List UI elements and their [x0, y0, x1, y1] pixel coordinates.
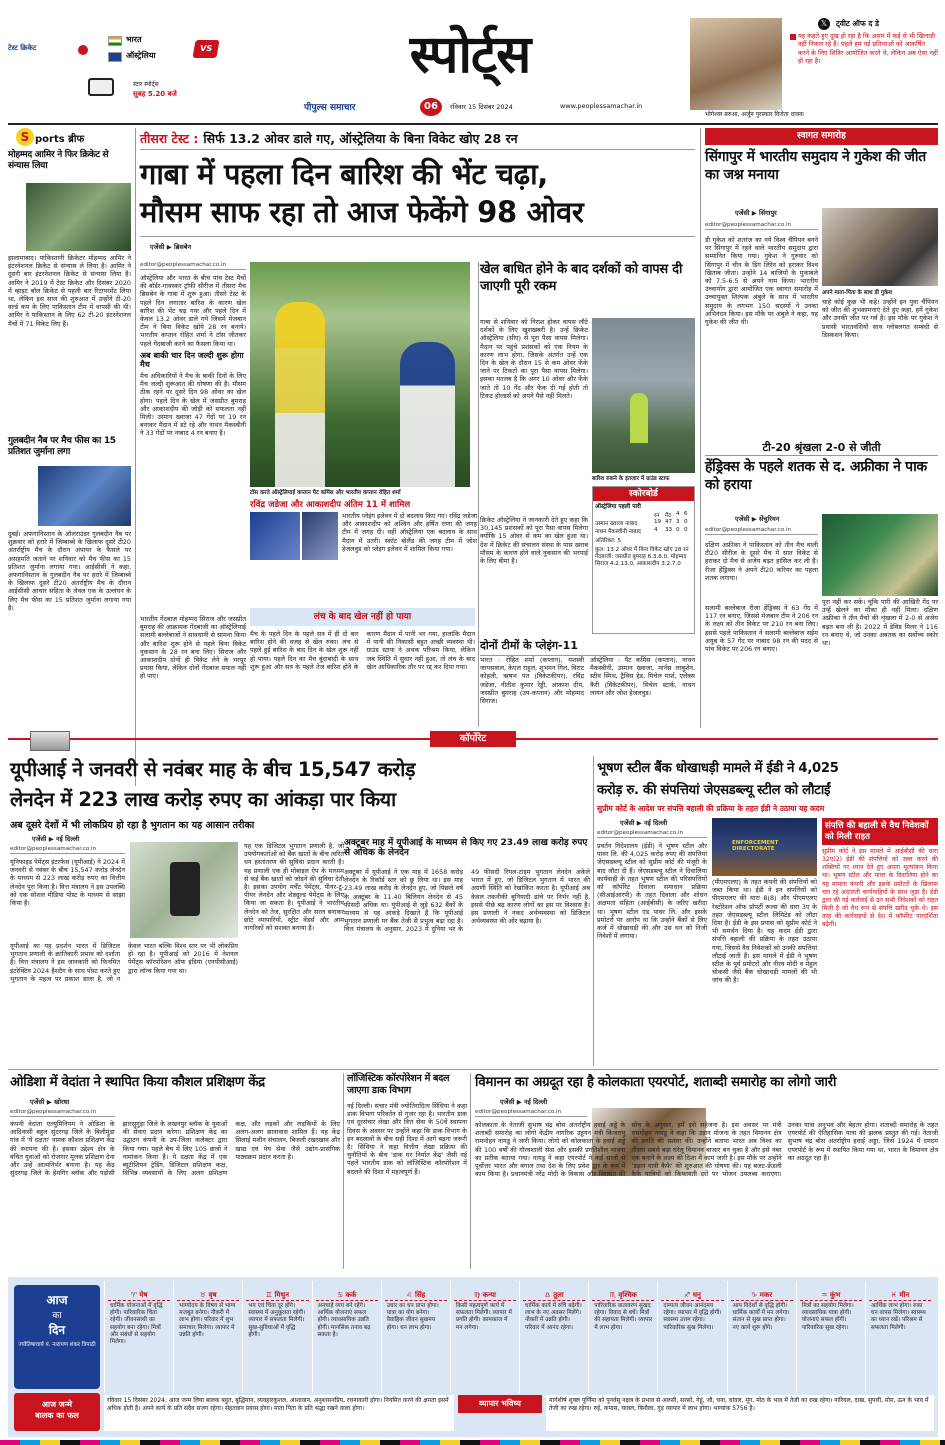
- groundsman-figure: [630, 393, 648, 443]
- trade-text: मार्गशीर्ष शुक्ल पूर्णिमा को पुनर्वसु नक्षत्र के प्रभाव से अलसी, सरसों, गेहूं, जौ, चना, चांवल, मूंग, मोठ के भाव में तेजी का रुख रहेगा। नारियल, दाख, सुपारी, मोम, ऊन के भाव में तेजी का रुख रहेगा। रुई, कपास, चावल, बिनौला, गुड़ व्यापार में लाभ होगा। भाग्यांक 5756 है।: [546, 1395, 934, 1431]
- scorecard-bowling: गेंदबाजी: जसप्रीत बुमराह 6.3.8.0, मोहम्मद सिराज 4.2.13.0, आकाशदीप 3.2.7.0: [595, 554, 687, 567]
- brief-logo-s: S: [16, 128, 34, 146]
- sign-text: धार्मिक योजनाओं में वृद्धि होगी। पारिवारिक चिंता रहेगी। जीवनसाथी का सहयोग बना रहेगा। मित्रों और संबंधों से सहयोग मिलेगा।: [110, 1303, 163, 1346]
- lead-kicker: [140, 128, 695, 150]
- lead-headline-1: गाबा में पहला दिन बारिश की भेंट चढ़ा,: [140, 157, 548, 191]
- born-label-2: बालक का फल: [35, 1411, 79, 1420]
- col-rule-1: [135, 128, 136, 786]
- col-runs: रन: [654, 513, 660, 519]
- lead-subhead-2: रविंद्र जडेजा और आकाशदीप अंतिम 11 में शामिल: [250, 500, 411, 510]
- phone-icon: [170, 862, 200, 916]
- lead-subhead-1: अब बाकी चार दिन जल्दी शुरू होगा मैच: [140, 350, 244, 369]
- scorecard-title: स्कोरबोर्ड: [593, 487, 694, 501]
- bhushan-sidebar: [822, 818, 938, 1066]
- col-rule-4: [593, 756, 594, 1066]
- lead-headline-2: मौसम साफ रहा तो आज फेकेंगे 98 ओवर: [140, 195, 584, 229]
- brief-logo: [16, 128, 131, 148]
- col-rule-3: [700, 128, 701, 728]
- sign-text: अनचाहे व्यय बने रहेंगे। आर्थिक योजनाएं सफल होंगी। व्यावसायिक उन्नति होगी। मानसिक तनाव बढ़ सकता है।: [317, 1303, 371, 1338]
- scorecard-row: उस्मान ख्वाजा नाबाद 19 47 3 0: [595, 519, 688, 527]
- airport-headline: विमानन का अग्रदूत रहा है कोलकाता एयरपोर्ट, शताब्दी समारोह का लोगो जारी: [475, 1075, 837, 1090]
- hendricks-photo: [822, 514, 938, 596]
- sign-text: किसी महत्वपूर्ण कार्य में सफलता मिलेगी। व्यापार में प्रगति होगी। कामकाज में मन लगेगा।: [455, 1303, 512, 1331]
- jadeja-photo: [250, 512, 300, 560]
- sidebar-headline: संपत्ति की बहाली से वैध निवेशकों को मिली राहत: [822, 818, 938, 845]
- gukesh-email: editor@peoplessamachar.co.in: [705, 222, 818, 230]
- tweet-portrait: [690, 18, 782, 110]
- scorecard: [592, 486, 695, 634]
- brief-logo-text: ports ब्रीफ: [35, 134, 85, 145]
- playing-xi-india: भारत : रोहित शर्मा (कप्तान), यशस्वी जायसवाल, केएल राहुल, शुभमन गिल, विराट कोहली, ऋषभ पंत (विकेटकीपर), रविंद्र जडेजा, नीतीश कुमार रेड्डी, आकाश दीप, जसप्रीत बुमराह (उप-कप्तान) और मोहम्मद सिराज।: [480, 656, 584, 705]
- sign-card: [657, 1281, 726, 1393]
- sign-card: [450, 1281, 519, 1393]
- masthead-rule: [8, 123, 938, 125]
- masthead: [0, 0, 945, 122]
- col-rule-6: [470, 1073, 471, 1269]
- col-fours: 4: [676, 511, 680, 517]
- print-strip: [0, 1440, 945, 1445]
- zodiac-icon: ♏: [609, 1291, 616, 1299]
- sign-text: उधार का धन प्राप्त होगा। यात्रा का योग बनेगा। वैवाहिक जीवन सुखमय होगा। धन लाभ होगा।: [386, 1303, 439, 1331]
- tweet-author: भोगेश्वर बरुआ, अर्जुन पुरस्कार विजेता धावक: [705, 111, 804, 118]
- proteas-kicker: टी-20 श्रृंखला 2-0 से जीती: [705, 440, 938, 456]
- zodiac-icon: ♑: [751, 1291, 758, 1299]
- sidebar-text: सुप्रीम कोर्ट ने इस मामले में आईबीसी की धारा 32ए(2) ईडी की संपत्तियों को जब्त करने की शक्तियों पर ध्यान देते हुए अपना मूल्यांकन किया था। भूषण स्टील और पावर के दिवालिया होने का यह मामला कंपनी और इसके प्रमोटरों के खिलाफ चल रहे अदालती कार्यवाहियों के साथ जुड़ा है। ईडी द्वारा की गई कार्रवाई से उन सभी निवेशकों को राहत मिली है जो वैध रूप से संपत्ति खरीद चुके थे। इस तरह की कार्रवाइयों से देश में कॉर्पोरेट पारदर्शिता बढ़ेगी।: [822, 848, 938, 928]
- sign-name: ♉ वृष: [177, 1291, 239, 1301]
- proteas-para-1: दक्षिण अफ्रीका ने पाकिस्तान को तीन मैच वाली टी20 सीरीज के दूसरे मैच में सात विकेट से हराकर दो मैच से अजेय बढ़त हासिल कर ली है। रीजा हेंड्रिक्स ने अपने टी20 करियर का पहला शतक लगाया।: [705, 541, 818, 582]
- bhushan-byline: एजेंसी ▶ नई दिल्ली: [620, 819, 668, 827]
- x-logo-icon: 𝕏: [818, 18, 830, 30]
- akash-photo: [302, 512, 338, 560]
- cummins-figure: [275, 302, 325, 487]
- logistics-text: नई दिल्ली। संचार मंत्री ज्योतिरादित्य सिंधिया ने कहा डाक विभाग परिवर्तन से गुजर रहा है। भारतीय डाक एवं दूरसंचार लेखा और वित्त सेवा के 50वें स्थापना दिवस के अवसर पर उन्होंने कहा कि डाक विभाग के इन बदलावों के बीच सही दिशा में आगे बढ़ना जरूरी है। सिंधिया ने कहा वित्तीय लेखा प्रक्रिया की चुनौतियों के बीच 'डाक घर निर्यात केंद्र' जैसी नई पहलें भारतीय डाक को लॉजिस्टिक कॉरपोरेशन में बदलने की दिशा में महत्वपूर्ण हैं।: [347, 1102, 467, 1176]
- australia-flag-icon: [108, 52, 122, 62]
- sign-name: ♎ तुला: [523, 1291, 585, 1301]
- proteas-para-3: पूरा नहीं कर सके। चूंकि पारी की आखिरी गेंद पर उन्हें खेलने का मौका ही नहीं मिला। दक्षिण अफ्रीका ने तीन मैचों की शृंखला में 2-0 से अजेय बढ़त बना ली है। 2022 में डेविड मिलर ने 116 रन बनाए थे, जो उनका अबतक का सर्वोच्च स्कोर था।: [822, 598, 938, 647]
- vedanta-byline: एजेंसी ▶ खोरधा: [30, 1098, 70, 1106]
- playing-xi-title: दोनों टीमों के प्लेइंग-11: [480, 638, 695, 656]
- sign-grid: [104, 1281, 934, 1393]
- toss-photo-caption: टॉस करते ऑस्ट्रेलियाई कप्तान पैट कमिंस और भारतीय कप्तान रोहित शर्मा: [250, 488, 470, 496]
- tweet-title: ट्वीट ऑफ द डे: [836, 19, 879, 28]
- broadcast-channel: स्टार स्पोर्ट्स: [133, 81, 159, 88]
- ed-photo-text: ENFORCEMENT DIRECTORATE: [732, 840, 779, 852]
- sign-card: [865, 1281, 934, 1393]
- brief-body-2: दुबई। अफगानिस्तान के ऑलराउंडर गुलबदीन नैब पर शुक्रवार को हरारे में जिम्बाब्वे के खिलाफ दूसरे टी20 अंतर्राष्ट्रीय मैच के दौरान अंपायर के फैसले पर असहमति जताने पर शनिवार को मैच फीस का 15 प्रतिशत जुर्माना लगाया गया। आईसीसी ने कहा, अफगानिस्तान के गुलबदीन नैब पर हरारे में जिम्बाब्वे के खिलाफ दूसरे टी20 अंतर्राष्ट्रीय मैच के दौरान आईसीसी आचार संहिता के लेवल एक के उल्लंघन के लिए मैच फीस का 15 प्रतिशत जुर्माना लगाया गया है।: [8, 530, 131, 612]
- refund-headline: खेल बाधित होने के बाद दर्शकों को वापस दी जाएगी पूरी रकम: [480, 262, 683, 294]
- sign-card: [519, 1281, 588, 1393]
- sign-text: पारिवारिक वातावरण सुखद रहेगा। विवाद से बचें। मित्रों की सहायता मिलेगी। व्यापार में लाभ होगा।: [594, 1303, 653, 1331]
- born-label: [14, 1393, 100, 1431]
- sign-name: ♏ वृश्चिक: [592, 1291, 654, 1301]
- gukesh-kicker: स्वागत समारोह: [705, 128, 938, 145]
- lead-text-col: [140, 243, 246, 616]
- lead-para-4: भारतीय प्लेइंग इलेवन में दो बदलाव किए गए। रविंद्र जडेजा और आकाशदीप को अश्विन और हर्षित राणा की जगह टीम में जगह दी। वहीं ऑस्ट्रेलिया एक बदलाव के साथ मैदान में उतरी। स्कॉट बोलैंड की जगह टीम में जोश हेजलवुड को प्लेइंग इलेवन में शामिल किया गया।: [342, 512, 477, 553]
- sign-text: भय एवं चिंता दूर होंगे। स्वास्थ्य में अनुकूलता रहेगी। व्यापार में सफलता मिलेगी। सुख-सुविधाओं में वृद्धि होगी।: [248, 1303, 306, 1338]
- ka-label: का: [52, 1311, 62, 1321]
- masthead-strip: [300, 98, 643, 116]
- ed-photo: [712, 818, 817, 876]
- india-flag-icon: [108, 36, 122, 46]
- zodiac-icon: ♋: [336, 1291, 344, 1299]
- zodiac-icon: ♍: [473, 1291, 481, 1299]
- tweet-text: यह कहते हुए दुख हो रहा है कि असम में कई से भी खिलाड़ी नहीं निकल रहे हैं। पहले हम नई प्रतिभाओं को आकर्षित करने के लिए शिविर आयोजित करते थे, लेकिन अब ऐसा नहीं हो रहा है।: [798, 32, 938, 65]
- lead-kicker-text: सिर्फ 13.2 ओवर डाले गए, ऑस्ट्रेलिया के बिना विकेट खोए 28 रन: [203, 131, 518, 146]
- scorecard-extras: अतिरिक्त: 5: [595, 538, 622, 544]
- bhushan-email: editor@peoplessamachar.co.in: [597, 830, 707, 838]
- match-tag: टेस्ट क्रिकेट: [8, 44, 37, 52]
- sign-name: ♍ कन्या: [454, 1291, 516, 1301]
- zodiac-icon: ♊: [265, 1291, 273, 1299]
- born-label-1: आज जन्मे: [41, 1400, 73, 1409]
- airport-byline: एजेंसी ▶ नई दिल्ली: [500, 1098, 548, 1106]
- upi-para-2: यूपीआई का यह प्रदर्शन भारत में डिजिटल भुगतान प्रणाली के क्रांतिकारी प्रभाव को दर्शाता है। वित्त मंत्रालय ने इस जानकारी को फिनमित इंटरेक्टिव 2024 हैशटैग के साथ पोस्ट करते हुए भुगतान के महत्व पर प्रकाश डाला है, जो न केवल भारत बल्कि विश्व स्तर पर भी लोकप्रिय हो रहा है। यूपीआई को 2016 में नेशनल पेमेंट्स कॉरपोरेशन ऑफ इंडिया (एनपीसीआई) द्वारा लॉन्च किया गया था।: [10, 942, 238, 983]
- bhushan-para-1: प्रवर्तन निदेशालय (ईडी) ने भूषण स्टील और पावर लि. की 4,025 करोड़ रुपए की संपत्तियां जेएसडब्ल्यू स्टील को सुप्रीम कोर्ट की मंजूरी के बाद लौटा दी हैं। जेएसडब्ल्यू स्टील ने दिवालिया कार्यवाही के तहत भूषण स्टील की परिसंपत्तियों को कॉर्पोरेट दिवाला समाधान प्रक्रिया (सीआईआरपी) के तहत दिवाला और शोधन अक्षमता संहिता (आईबीसी) के जरिए खरीदा था। भूषण स्टील एंड पावर लि. और इसके प्रमोटरों पर आरोप था कि उन्होंने बैंकों से लिए कर्ज में धोखाधड़ी की और उस धन को निजी निवेशों में लगाया।: [597, 842, 707, 941]
- refund-para-1: गाबा से शनिवार को निराश होकर वापस लौटे दर्शकों के लिए खुशखबरी है। उन्हें क्रिकेट ऑस्ट्रेलिया (सीए) से पूरा पैसा वापस मिलेगा। मैदान पर पहुंचे प्रशंसकों को एक नियम के कारण लाभ होगा, जिसके अंतर्गत उन्हें एक दिन के खेल के दौरान 15 से कम ओवर फेंके जाने पर टिकटों का पूरा पैसा वापस मिलेगा। इसका मतलब है कि अगर 10 ओवर और फेंके जाते तो 10 गेंद और फेंक दी गई होती तो टिकट होल्डर्स को अपने पैसे नहीं मिलते।: [480, 318, 588, 400]
- sensex-icon: [30, 731, 70, 751]
- lead-para-1: ऑस्ट्रेलिया और भारत के बीच पांच टेस्ट मैचों की बॉर्डर-गावस्कर ट्रॉफी सीरीज में तीसरा मैच ब्रिसबेन के गाबा में शुरू हुआ। तीसरे टेस्ट के पहले दिन लगातार बारिश के कारण खेल बारिश की भेंट चढ़ गया और पहले दिन में केवल 13.2 ओवर डाले गये जिसमें मेजबान टीम ने बिना विकेट खोये 28 रन बनाये। भारतीय कप्तान रोहित शर्मा ने टॉस जीतकर पहले गेंदबाजी करने का फैसला किया था।: [140, 274, 246, 348]
- col-rule-2: [478, 262, 479, 727]
- lead-rule: [140, 236, 695, 237]
- gukesh-byline: एजेंसी ▶ सिंगापुर: [735, 209, 777, 217]
- aaj-ka-din: [14, 1285, 100, 1389]
- col-rule-5: [343, 1073, 344, 1269]
- logistics-headline: लॉजिस्टिक कॉरपोरेशन में बदल जाएगा डाक विभाग: [347, 1073, 450, 1096]
- aaj-label: आज: [46, 1293, 68, 1307]
- scorecard-total: कुल: 13.2 ओवर में बिना विकेट खोए 28 रन: [595, 547, 689, 553]
- sign-name: ♈ मेष: [108, 1291, 170, 1301]
- match-info: [8, 30, 248, 110]
- lead-email: editor@peoplessamachar.co.in: [140, 262, 246, 270]
- toss-photo: [250, 262, 470, 487]
- gukesh-para-1: डी गुकेश को शतरंज का नये विश्व चैंपियन बनने पर सिंगापुर में रहने वाले भारतीय समुदाय द्वारा सम्मानित किया गया। गुकेश ने गुरुवार को सिंगापुर में चीन के डिंग लिरेन को हराकर विश्व खिताब जीता। उन्होंने 14 बाजियों के मुकाबले को 7.5-6.5 से अपने नाम किया। भारतीय उच्चायोग द्वारा आयोजित एक स्वागत समारोह में उच्चायुक्त शिल्पक अंबुले के साथ में भारतीय समुदाय के लगभग 150 सदस्यों ने उनका अभिनंदन किया। इस मौके पर अंबुले ने कहा, यह गुकेश की जीत थी।: [705, 236, 818, 326]
- upi-phone-photo: [130, 842, 238, 938]
- lunch-subhead: लंच के बाद खेल नहीं हो पाया: [313, 612, 412, 622]
- cricket-ball-icon: [78, 45, 88, 55]
- bhushan-kicker: सुप्रीम कोर्ट के आदेश पर संपत्ति बहाली की प्रक्रिया के तहत ईडी ने उठाया यह कदम: [597, 804, 825, 813]
- sign-name: ♑ मकर: [731, 1291, 793, 1301]
- sign-card: [381, 1281, 450, 1393]
- airport-email: editor@peoplessamachar.co.in: [475, 1109, 587, 1117]
- row-rule: [8, 1069, 938, 1070]
- sign-text: धार्मिक कार्य में रुचि बढ़ेगी। लाभ के नए अवसर मिलेंगे। नौकरी में उन्नति होगी। परिवार में आनंद रहेगा।: [525, 1303, 582, 1331]
- sign-text: आर्थिक लाभ होगा। रुका धन वापस मिलेगा। स्वास्थ्य का ध्यान रखें। परिश्रम से सफलता मिलेगी।: [870, 1303, 926, 1331]
- trade-label: व्यापार भविष्य: [458, 1395, 542, 1413]
- upi-email: editor@peoplessamachar.co.in: [10, 846, 125, 854]
- vedanta-headline: ओडिशा में वेदांता ने स्थापित किया कौशल प्रशिक्षण केंद्र: [10, 1075, 265, 1090]
- proteas-headline: हेंड्रिक्स के पहले शतक से द. अफ्रीका ने पाक को हराया: [705, 459, 927, 494]
- sign-name: ♊ मिथुन: [246, 1291, 308, 1301]
- rain-photo-caption: बारिश रुकने के इंतजार में ग्राउंड स्टाफ: [592, 474, 695, 482]
- zodiac-icon: ♐: [684, 1291, 691, 1299]
- lead-kicker-red: तीसरा टेस्ट :: [140, 131, 199, 146]
- sign-card: [173, 1281, 242, 1393]
- refund-para-2: क्रिकेट ऑस्ट्रेलिया ने जानकारी देते हुए कहा कि 30,145 प्रशंसकों को पूरा पैसा वापस मिलेगा क्योंकि 15 ओवर से कम का खेल हुआ था। देश में क्रिकेट की संचालन संस्था के पास खराब मौसम के कारण होने वाले नुकसान की भरपाई के लिए बीमा है।: [480, 516, 588, 565]
- corporate-label: कॉर्पोरेट: [430, 731, 516, 747]
- sign-card: [727, 1281, 796, 1393]
- col-sixes: 6: [684, 511, 688, 517]
- rain-photo: [592, 318, 695, 473]
- sign-card: [312, 1281, 381, 1393]
- zodiac-icon: ♎: [544, 1291, 551, 1299]
- sign-card: [796, 1281, 865, 1393]
- astrologer: ज्योतिषाचार्य पं. नारायण शंकर त्रिपाठी: [18, 1342, 96, 1348]
- upi-kicker: अब दूसरे देशों में भी लोकप्रिय हो रहा है भुगतान का यह आसान तरीका: [10, 820, 255, 831]
- rohit-figure: [400, 342, 455, 487]
- bhushan-headline-1: भूषण स्टील बैंक धोखाधड़ी मामले में ईडी ने 4,025: [597, 761, 839, 776]
- proteas-byline: एजेंसी ▶ सेंचुरियन: [735, 515, 780, 523]
- sign-name: ♓ मीन: [869, 1291, 931, 1301]
- scorecard-header: [593, 511, 694, 519]
- sign-name: ♒ कुंभ: [800, 1291, 862, 1301]
- upi-para-4: अक्टूबर में यूपीआई ने एक माह में 1658 करोड़ लेनदेन के रिकॉर्ड स्तर को छू लिया था। इस माह 23.49 लाख करोड़ के लेनदेन हुए, जो पिछले वर्ष के अक्टूबर के 11.40 बिलियन लेनदेन से 45 फीसदी अधिक था। यूपीआई से जुड़े 632 बैंकों के माध्यम से यह आंकड़े दिखाते हैं कि यूपीआई भुगतान प्रणाली पर बैंक तेजी से प्रभुत्व बढ़ा रहा है। वित्त मंत्रालय के अनुसार, 2023 में दुनिया भर के 49 फीसदी रियल-टाइम भुगतान लेनदेन अकेले भारत में हुए, जो डिजिटल भुगतान में भारत की अग्रणी स्थिति को रेखांकित करता है। यूपीआई अब केवल तकनीकी बुनियादी ढांचे पर निर्भर नहीं है, इससे पीछे बढ़ कारण लोगों का इस पर विश्वास है। इस प्रणाली ने नकद अर्थव्यवस्था को डिजिटल अर्थव्यवस्था की ओर बढ़ाया है।: [344, 868, 590, 934]
- vs-badge: VS: [192, 40, 219, 58]
- tv-icon: [88, 78, 114, 96]
- upi-headline-2: लेनदेन में 223 लाख करोड़ रुपए का आंकड़ा पार किया: [10, 788, 396, 811]
- vedanta-text: कंपनी वेदांता एल्युमिनियम ने ओडिशा के आदिवासी बहुल सुंदरगढ़ जिले के बिलीमुंडा गांव में 'ये दक्षता' नामक कौशल प्रशिक्षण केंद्र की स्थापना की है। इसका उद्देश्य क्षेत्र के वंचित युवाओं को रोजगार मूलक प्रशिक्षण देना और उन्हें आत्मनिर्भर बनाना है। यह केंद्र सुंदरगढ़ जिले के हेमगिर ब्लॉक और पड़ोसी झारसुगुड़ा जिले के लखनपुर ब्लॉक के युवाओं की सेवाएं प्रदान करेगा। प्रशिक्षण केंद्र का उद्घाटन कंपनी के उप-जिला कलेक्टर द्वारा किया गया। पहले बैच में लिए 105 छात्रों ने नामांकन किया है। ये दक्षता केंद्र में एक ब्यूटीशियन ट्रेडिंग, डिजिटल प्रशिक्षण कक्ष, विभिन्न व्यवसायों के लिए अलग प्रशिक्षण कक्ष, और लड़कों और लड़कियों के लिए अलग-अलग छात्रावास शामिल हैं। यह केंद्र सिलाई मशीन संचालन, बिजली रखरखाव और खाद्य एवं पेय सेवा जैसे उद्योग-प्रासंगिक पाठ्यक्रम प्रदान करता है।: [10, 1120, 340, 1178]
- amir-photo: [26, 183, 131, 251]
- sign-name: ♐ धनु: [661, 1291, 723, 1301]
- sign-text: भाग्योदय के विषय से भाग्य मजबूत बनेगा। नौकरी में लाभ होगा। परिवार में शुभ समाचार मिलेगा। व्यापार में उन्नति होगी।: [179, 1303, 236, 1338]
- zodiac-icon: ♉: [199, 1291, 207, 1299]
- bhushan-para-2: (पीएमएलए) के तहत कंपनी की संपत्तियों को जब्त किया था। ईडी ने इन संपत्तियों को पीएमएलए की धारा 8(8) और पीएमएलए रेस्टोरेशन ऑफ प्रॉपर्टी रूल्स की धारा 3ए के तहत जेएसडब्ल्यू स्टील लिमिटेड को लौटा दिया है। ईडी के इस प्रयास को सुप्रीम कोर्ट ने भी समर्थन दिया है। यह कदम ईडी द्वारा संपत्ति बहाली की प्रक्रिया के तहत उठाया गया, जिससे वैध निवेशकों को उनकी संपत्तियां लौटाई जाती हैं। इस मामले में ईडी ने भूषण स्टील के पूर्व प्रमोटरों और नीरव मोदी व मेहुल चोकसी जैसे बैंक धोखाधड़ी मामलों की भी जांच की है।: [712, 878, 817, 985]
- scorecard-team: ऑस्ट्रेलिया पहली पारी: [595, 504, 641, 510]
- brief-headline-1: मोहम्मद आमिर ने फिर क्रिकेट से संन्यास लिया: [8, 150, 109, 171]
- section-title: स्पोर्ट्स: [409, 24, 531, 85]
- zodiac-icon: ♌: [406, 1291, 413, 1299]
- playing-xi: [480, 638, 695, 728]
- upi-subhead: अक्टूबर माह में यूपीआई के माध्यम से किए गए 23.49 लाख करोड़ रुपए से अधिक के लेनदेन: [344, 838, 588, 859]
- scorecard-row: नाथन मैकस्वीनी नाबाद 4 33 0 0: [595, 527, 688, 535]
- din-label: दिन: [48, 1323, 66, 1337]
- gukesh-para-2: चाहे कोई कुछ भी कहे। उन्होंने इन युवा चैंपियन को जीत की शुभकामनाएं देते हुए कहा, हमें गुकेश और उनकी जीत पर गर्व है। इस मौके पर गुकेश ने प्रवासी भारतवंशियों साथ ग्लोबलगत सम्बंधी से डिस्कशन किया।: [822, 298, 938, 339]
- sign-text: दाम्पत्य जीवन आनंदमय रहेगा। व्यापार में वृद्धि होगी। स्वास्थ्य उत्तम रहेगा। पारिवारिक सुख मिलेगा।: [663, 1303, 722, 1331]
- brief-headline-2: गुलबदीन नैब पर मैच फीस का 15 प्रतिशत जुर्माना लगा: [8, 436, 116, 457]
- paper-name: पीपुल्स समाचार: [304, 103, 356, 113]
- gukesh-headline: सिंगापुर में भारतीय समुदाय ने गुकेश की जीत का जश्न मनाया: [705, 149, 926, 184]
- zodiac-icon: ♒: [821, 1291, 828, 1299]
- sign-name: ♌ सिंह: [385, 1291, 447, 1301]
- proteas-para-2: सलामी बल्लेबाज रीजा हेंड्रिक्स ने 63 गेंद में 117 रन बनाए, जिससे मेजबान टीम ने 206 रन के लक्ष्य को तीन विकेट पर 210 रन बना लिए। इससे पहले पाकिस्तान ने सलामी बल्लेबाज सईम अयूब के 57 गेंद पर नाबाद 98 रन की मदद से पांच विकेट पर 206 रन बनाए।: [705, 604, 818, 653]
- team1: भारत: [126, 35, 142, 44]
- proteas-email: editor@peoplessamachar.co.in: [705, 527, 818, 535]
- lead-para-5: मैच के पहले दिन के पहले सत्र में ही दो बार बारिश होने की वजह से खेल रुका। लंच से पहले हुई बारिश के बाद दिन के खेल शुरू नहीं हो पाया। पहले दिन का मैच बूंदाबांदी के साथ शुरू हुआ और सत्र के पहले तेज बारिश होने के कारण मैदान में पानी भर गया, हालांकि मैदान में पानी की निकासी बहुत अच्छी व्यवस्था थी। ग्राउंड स्टाफ ने अथक परिश्रम किया, लेकिन जब स्थिति में सुधार नहीं हुआ, तो लंच के बाद खेल आधिकारिक तौर पर रद्द कर दिया गया।: [250, 630, 475, 671]
- lead-byline: एजेंसी ▶ ब्रिसबेन: [150, 243, 192, 251]
- naib-photo: [38, 466, 131, 526]
- brief-body-1: इस्लामाबाद। पाकिस्तानी क्रिकेटर मोहम्मद आमिर ने इंटरनेशनल क्रिकेट से संन्यास ले लिया है। आमिर ने दूसरी बार इंटरनेशनल क्रिकेट से संन्यास लिया है। आमिर ने 2019 में टेस्ट क्रिकेट और दिसंबर 2020 में व्हाइट बॉल क्रिकेट से पहली बार रिटायरमेंट लिया था, लेकिन इस साल की शुरुआत में उन्होंने टी-20 वर्ल्ड कप के लिए पाकिस्तान टीम में वापसी की थी। आमिर ने पाकिस्तान के लिए 62 टी-20 इंटरनेशनल मैचों में 71 विकेट लिए हैं।: [8, 254, 131, 328]
- sign-card: [588, 1281, 657, 1393]
- upi-para-3: यह एक डिजिटल भुगतान प्रणाली है, जो उपयोगकर्ताओं को बैंक खातों के बीच त्वरित धन हस्तांतरण की सुविधा प्रदान करती है। यह प्रणाली एक ही मोबाइल ऐप के माध्यम से कई बैंक खातों को जोड़ने की सुविधा देती है। इसका उपयोग मर्चेंट पेमेंट्स, पीयर-टू-पीयर लेनदेन और शेड्यूल्ड पेमेंट्स के लिए किया जा सकता है। यूपीआई ने भारतीय लेनदेन को तेज, सुरक्षित और सरल बनाकर छोटे व्यापारियों, स्ट्रीट वेंडर्स और आम नागरिकों को सशक्त बनाया है।: [244, 842, 344, 932]
- airport-text: कोलकाता के नेताजी सुभाष चंद्र बोस अंतर्राष्ट्रीय हवाई अड्डे के शताब्दी समारोह का लोगो केंद्रीय नागरिक उड्डयन मंत्री किंजरापु राममोहन नायडू ने जारी किया। लोगो को कोलकाता के हवाई अड्डे की 100 वर्षों की गौरवशाली सेवा और इसकी प्रगतिशील भावना का प्रतीक बताया गया। नायडू ने कहा एयरपोर्ट ने कई सालों से पूर्वोत्तर भारत और बंगाल तथा देश के लिए प्रवेश द्वार के रूप में काम किया है। प्रधानमंत्री नरेंद्र मोदी के विकास और विरासत की सोच के अनुसार, हमें इसे सहेजना है। इस अवसर पर मंत्री राममोहन नायडू ने कहा कि उड़ान योजना के तहत विमानन क्षेत्र की प्रगति की प्रशंसा की। उन्होंने बताया भारत अब विश्व का तीसरा सबसे बड़ा घरेलू विमानन बाजार बन चुका है और इसे नंबर एक बनाने के लक्ष्य की दिशा में काम जारी है। इस मौके पर उन्होंने ‘डड़ान यात्री कैफे’ की शुरुआत की घोषणा की। यह बजट-फ्रेंडली कैफे यात्रियों को किफायती दरों पर भोजन उपलब्ध कराएगा। उनका यात्रा अनुभव और बेहतर होगा। शताब्दी समारोह के तहत एयरपोर्ट की ऐतिहासिक यात्रा की झलक प्रस्तुत की गई। नेताजी सुभाष चंद्र बोस अंतर्राष्ट्रीय हवाई अड्डा, जिसे 1924 में दमदम एयरपोर्ट के रूप में स्थापित किया गया था, भारत के विमानन क्षेत्र का अग्रदूत रहा है।: [475, 1121, 938, 1179]
- gukesh-photo: [822, 208, 938, 286]
- tweet-box: [790, 18, 938, 118]
- bhushan-headline-2: करोड़ रु. की संपत्तियां जेएसडब्ल्यू स्टील को लौटाईं: [597, 783, 831, 798]
- upi-headline-1: यूपीआई ने जनवरी से नवंबर माह के बीच 15,547 करोड़: [10, 758, 416, 781]
- quote-icon: [790, 34, 796, 40]
- page-number: 06: [420, 98, 442, 116]
- gukesh-caption: अपने माता-पिता के साथ डी गुकेश: [822, 288, 938, 296]
- vedanta-email: editor@peoplessamachar.co.in: [10, 1109, 115, 1117]
- sign-name: ♋ कर्क: [316, 1291, 378, 1301]
- lunch-subhead-box: [250, 608, 475, 626]
- zodiac-icon: ♓: [890, 1291, 897, 1299]
- date: रविवार 15 दिसंबर 2024: [450, 103, 513, 111]
- playing-xi-aus: ऑस्ट्रेलिया : पैट कमिंस (कप्तान), नाथन मैकस्वीनी, उस्मान ख्वाजा, मार्नस लाबुशेन, स्टीव स्मिथ, ट्रैविस हेड, मिचेल मार्श, एलेक्स कैरी (विकेटकीपर), मिचेल स्टार्क, नाथन लायन और जोश हेजलवुड।: [590, 656, 695, 697]
- sign-text: मित्रों का सहयोग मिलेगा। व्यावसायिक यात्रा होगी। योजनाएं सफल होंगी। पारिवारिक सुख रहेगा।: [801, 1303, 854, 1331]
- lead-para-2: मैच अधिकारियों ने मैच के बाकी दिनों के लिए मैच जल्दी शुरूआत की घोषणा की है। मौसम ठीक रहने पर दूसरे दिन 98 ओवर का खेल होगा। पहले दिन के खेल में जसप्रीत बुमराह और आकाशदीप की जोड़ी को सफलता नहीं मिली। उस्मान ख्वाजा 47 गेंदों पर 19 रन बनाकर मैदान में डटे रहे और नाथन मैकस्वीनी ने 33 गेंदों पर नाबाद 4 रन बनाए हैं।: [140, 372, 246, 438]
- born-text: रविवार 15 दिसंबर 2024: आज जन्म लिया बालक बहुत, बुद्धिमान, व्यवहारकुशल, आशावान, अनुशासनप्रिय, रचनाकारी होगा। नियमित करने की क्षमता इसमें अधिक होती है। अपने कार्य के प्रति सदैव सजग रहेगा। सेहतवान प्रयास होगा। माता पिता के प्रति श्रद्धा रखने वाला होगा।: [104, 1395, 454, 1431]
- upi-byline: एजेंसी ▶ नई दिल्ली: [32, 835, 80, 843]
- upi-para-1: यूनिफाइड पेमेंट्स इंटरफेस (यूपीआई) ने 2024 में जनवरी से नवंबर के बीच 15,547 करोड़ लेनदेन के माध्यम से 223 लाख करोड़ रुपए का वित्तीय लेनदेन पूरा किया है। वित्त मंत्रालय ने इस उपलब्धि को एक सोशल मीडिया पोस्ट के माध्यम से साझा किया है।: [10, 858, 125, 907]
- website[interactable]: www.peoplessamachar.in: [560, 102, 643, 110]
- sign-text: आय विदेशों से वृद्धि होगी। धार्मिक कार्यों में मन लगेगा। संतान से सुख प्राप्त होगा। नए कार्य शुरू होंगे।: [732, 1303, 790, 1331]
- sign-card: [104, 1281, 173, 1393]
- sign-card: [242, 1281, 311, 1393]
- team2: ऑस्ट्रेलिया: [126, 51, 156, 60]
- horoscope: [8, 1277, 938, 1437]
- broadcast-time: सुबह 5.20 बजे: [133, 90, 177, 98]
- col-balls: गेंद: [665, 513, 672, 519]
- zodiac-icon: ♈: [130, 1291, 137, 1299]
- lead-para-3: भारतीय गेंदबाज मोहम्मद सिराज और जसप्रीत बुमराह की आक्रामक गेंदबाजी का ऑस्ट्रेलियाई सलामी बल्लेबाजों ने सावधानी से सामना किया और बारिश शुरू होने से पहले बिना विकेट नुकसान के 28 रन बना लिए। सिराज और आकाशदीप दोनों ही विकेट लेने के भरपूर प्रयास किया, लेकिन दोनों गेंदबाज सफल नहीं हो पाए।: [140, 615, 246, 681]
- sports-brief: [8, 128, 131, 786]
